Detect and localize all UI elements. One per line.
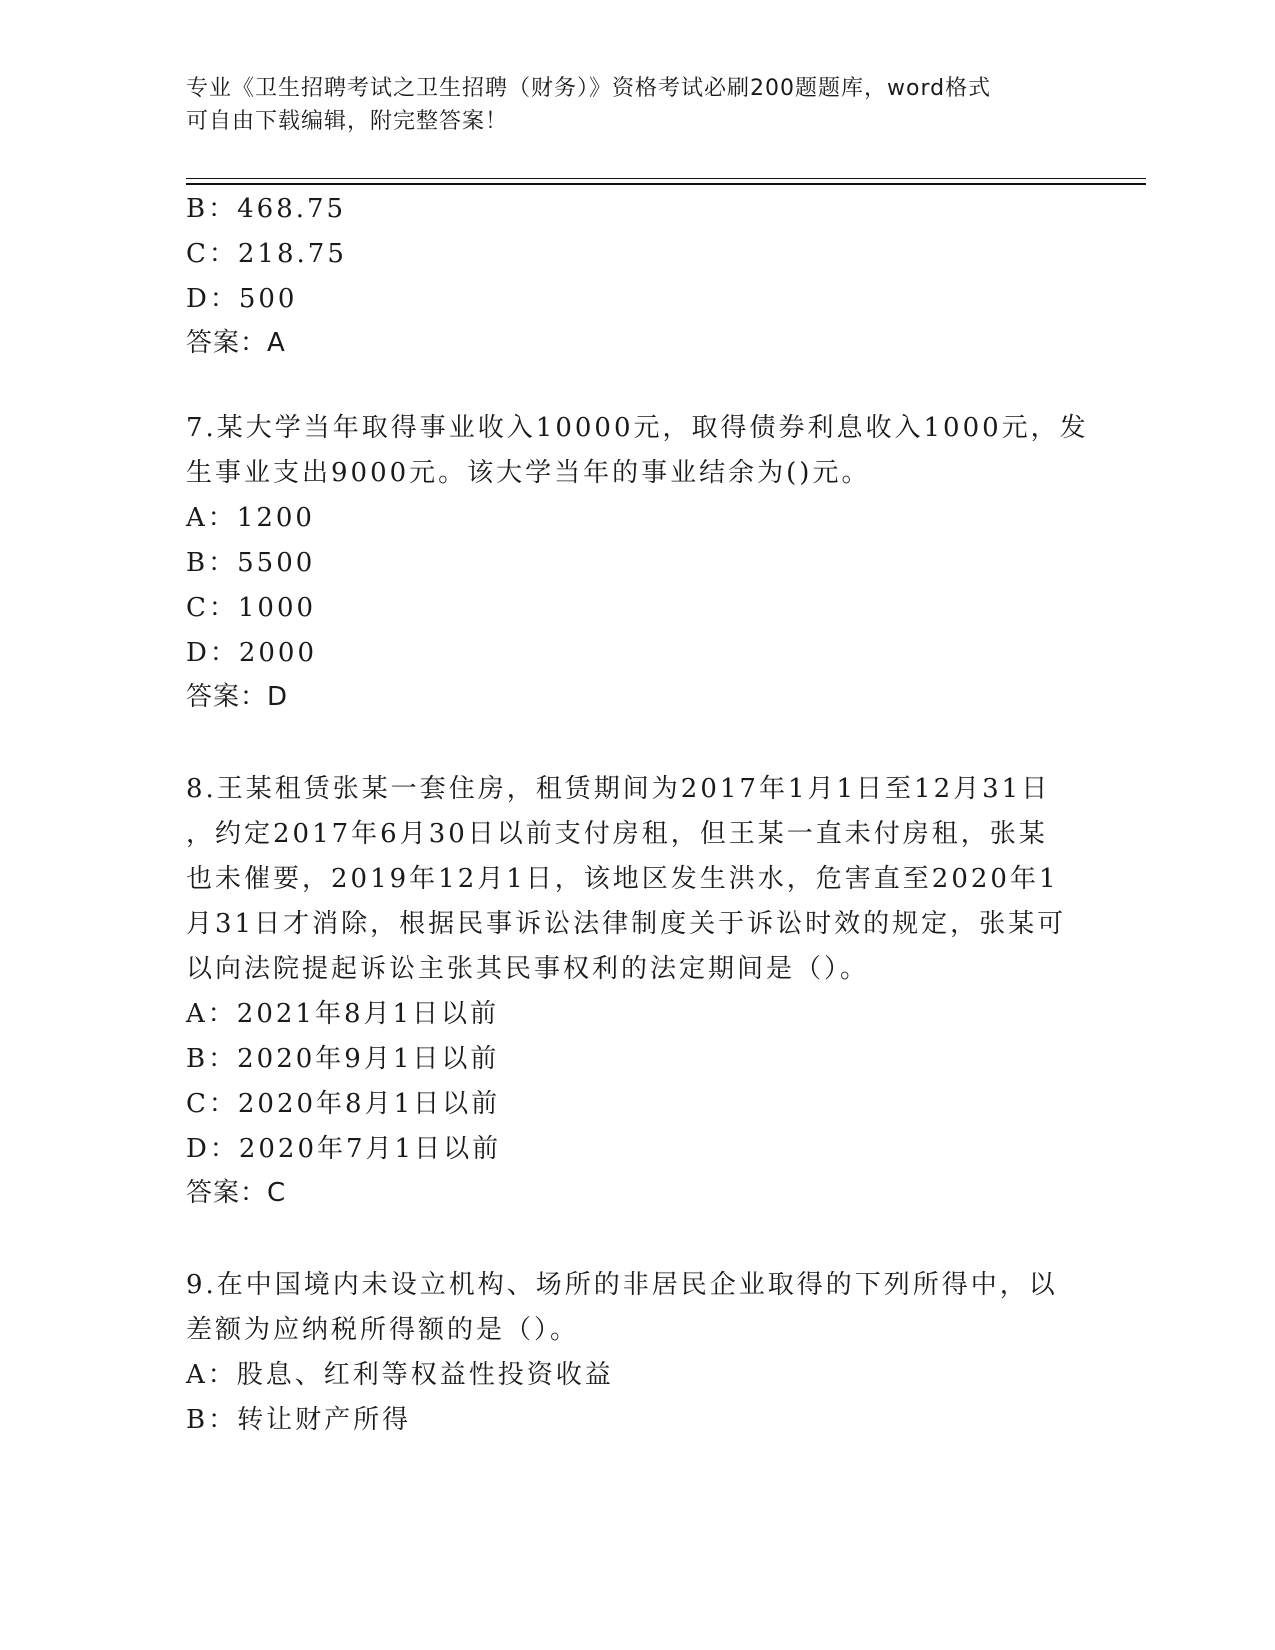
question-8-stem-line-2: ，约定2017年6月30日以前支付房租，但王某一直未付房租，张某 [186, 819, 1048, 849]
header-line-2: 可自由下载编辑，附完整答案！ [186, 109, 509, 134]
question-7-stem-line-2: 生事业支出9000元。该大学当年的事业结余为()元。 [186, 458, 871, 488]
question-9-option-b: B：转让财产所得 [186, 1405, 412, 1435]
question-7-option-a: A：1200 [186, 503, 315, 533]
question-7-option-d: D：2000 [186, 638, 318, 668]
header-rule-thin [186, 178, 1146, 179]
question-8-option-d: D：2020年7月1日以前 [186, 1134, 502, 1164]
question-8-stem-line-4: 月31日才消除，根据民事诉讼法律制度关于诉讼时效的规定，张某可 [186, 909, 1067, 939]
question-9-option-a: A：股息、红利等权益性投资收益 [186, 1360, 614, 1390]
question-8-stem-line-1: 8.王某租赁张某一套住房，租赁期间为2017年1月1日至12月31日 [186, 774, 1051, 804]
header-rule-thick [186, 183, 1146, 185]
question-7-answer: 答案：D [186, 682, 289, 712]
question-8-option-a: A：2021年8月1日以前 [186, 999, 500, 1029]
question-9-stem-line-2: 差额为应纳税所得额的是（）。 [186, 1315, 580, 1345]
document-header [186, 72, 1086, 138]
option-d: D：500 [186, 284, 298, 314]
question-7-option-b: B：5500 [186, 548, 316, 578]
question-7-option-c: C：1000 [186, 593, 317, 623]
option-b: B：468.75 [186, 194, 347, 224]
question-8-option-b: B：2020年9月1日以前 [186, 1044, 500, 1074]
question-8-stem-line-3: 也未催要，2019年12月1日，该地区发生洪水，危害直至2020年1 [186, 864, 1059, 894]
question-9-stem-line-1: 9.在中国境内未设立机构、场所的非居民企业取得的下列所得中，以 [186, 1270, 1058, 1300]
question-7-stem-line-1: 7.某大学当年取得事业收入10000元，取得债券利息收入1000元，发 [186, 413, 1089, 443]
question-8-answer: 答案：C [186, 1178, 287, 1208]
question-8-option-c: C：2020年8月1日以前 [186, 1089, 501, 1119]
header-line-1: 专业《卫生招聘考试之卫生招聘（财务）》资格考试必刷200题题库，word格式 [186, 76, 992, 101]
question-8-stem-line-5: 以向法院提起诉讼主张其民事权利的法定期间是（）。 [186, 954, 870, 984]
option-c: C：218.75 [186, 239, 347, 269]
answer-line: 答案：A [186, 328, 286, 358]
